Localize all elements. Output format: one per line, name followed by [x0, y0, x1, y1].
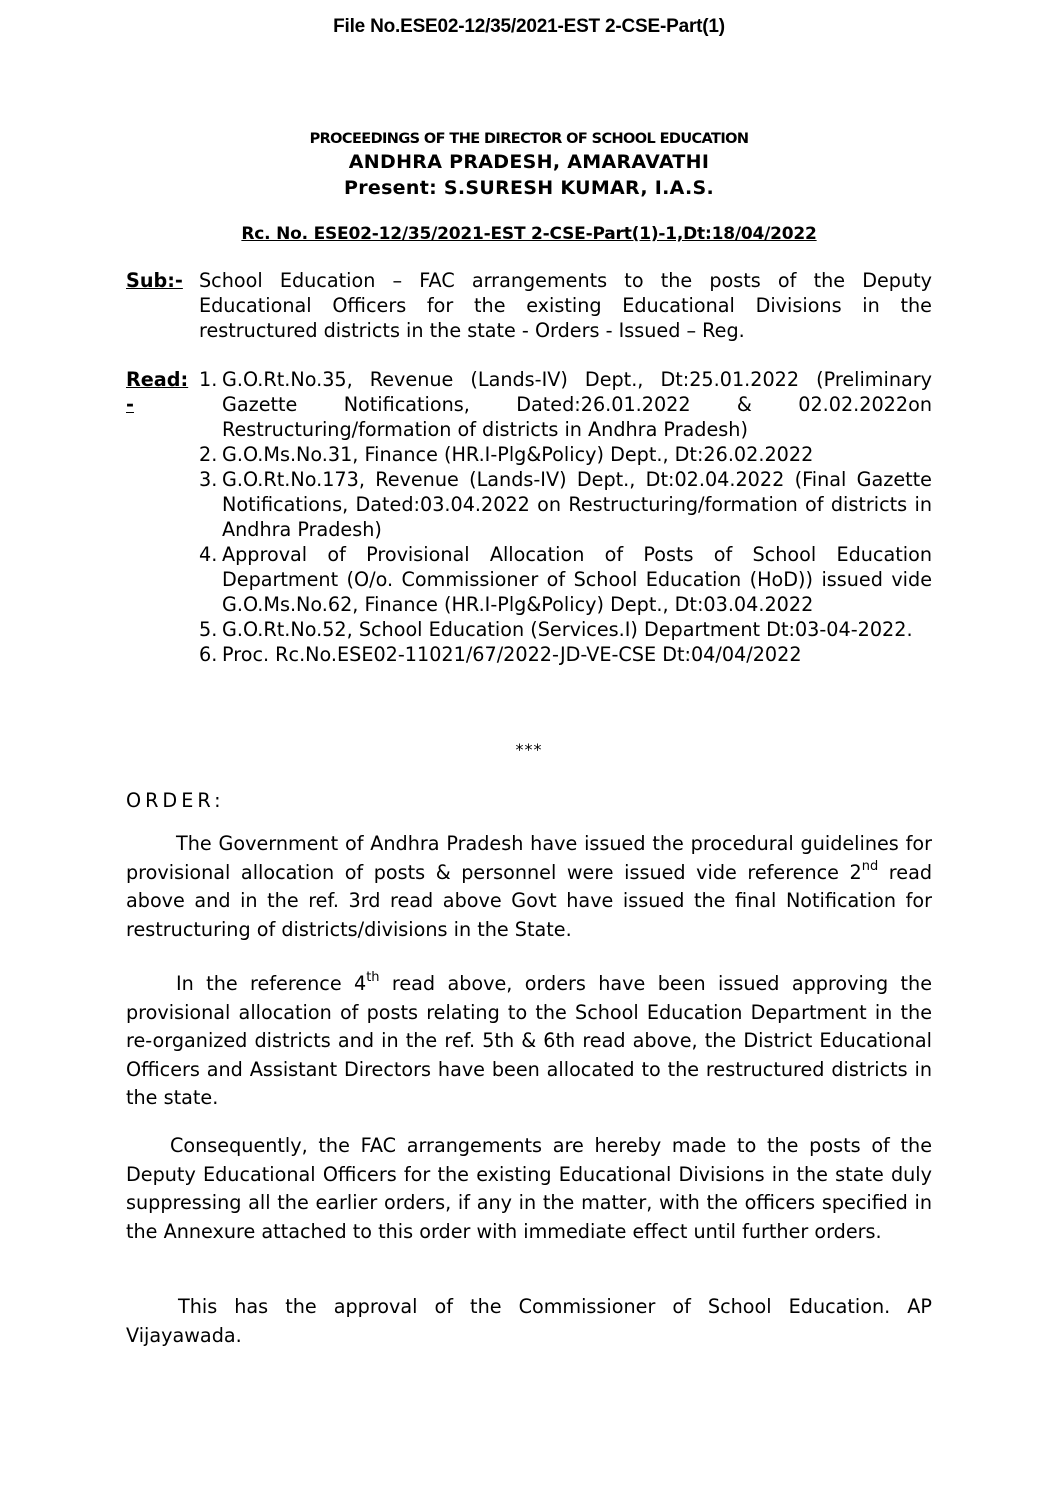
order-heading: ORDER: [126, 789, 225, 812]
read-reference-item [199, 467, 932, 542]
reference-text: G.O.Rt.No.35, Revenue (Lands-IV) Dept., Dt:25.01.2022 (Preliminary Gazette Notifications, Dated:26.01.2022 & 02.02.2022on Restructuring/formation of districts in Andhra Pradesh) [222, 368, 932, 441]
subject-label: Sub:- [126, 269, 183, 292]
proceedings-title: PROCEEDINGS OF THE DIRECTOR OF SCHOOL EDUCATION [309, 131, 749, 147]
ordinal-suffix: nd [861, 858, 879, 874]
paragraph-text: In the reference 4 [176, 972, 367, 995]
reference-number-label: 6. [199, 643, 218, 666]
read-label-suffix: - [126, 393, 134, 416]
paragraph-text: read above, orders have been issued approving the provisional allocation of posts relating to the School Education Department in the re-organized districts and in the ref. 5th & 6th read above, the District Educational Officers and Assistant Directors have been allocated to the restructured districts in the state. [126, 972, 933, 1109]
reference-number-label: 4. [199, 543, 218, 566]
read-reference-item [199, 642, 932, 667]
reference-text: G.O.Rt.No.173, Revenue (Lands-IV) Dept., Dt:02.04.2022 (Final Gazette Notifications, Dated:03.04.2022 on Restructuring/formation of districts in Andhra Pradesh) [222, 468, 932, 541]
paragraph-text: This has the approval of the Commissioner of School Education. AP Vijayawada. [126, 1295, 932, 1347]
file-number: File No.ESE02-12/35/2021-EST 2-CSE-Part(1) [333, 16, 725, 37]
paragraph-text: Consequently, the FAC arrangements are hereby made to the posts of the Deputy Educational Officers for the existing Educational Divisions in the state duly suppressing all the earlier orders, if any in the matter, with the officers specified in the Annexure attached to this order with immediate effect until further orders. [126, 1134, 932, 1243]
subject-text: School Education – FAC arrangements to the posts of the Deputy Educational Officers for the existing Educational Divisions in the restructured districts in the state - Orders - Issued – Reg. [199, 269, 932, 342]
state-location-title: ANDHRA PRADESH, AMARAVATHI [348, 151, 710, 173]
reference-text: Approval of Provisional Allocation of Posts of School Education Department (O/o. Commissioner of School Education (HoD)) issued vide G.O.Ms.No.62, Finance (HR.I-Plg&Policy) Dept., Dt:03.04.2022 [222, 543, 932, 616]
read-reference-item [199, 542, 932, 617]
order-paragraph-4 [126, 1293, 932, 1350]
section-separator: *** [515, 740, 543, 759]
read-reference-item [199, 367, 932, 442]
order-paragraph-3 [126, 1132, 932, 1246]
ordinal-suffix: th [366, 970, 380, 985]
reference-text: Proc. Rc.No.ESE02-11021/67/2022-JD-VE-CSE Dt:04/04/2022 [222, 643, 802, 666]
reference-number-label: 3. [199, 468, 218, 491]
reference-text: G.O.Rt.No.52, School Education (Services.I) Department Dt:03-04-2022. [222, 618, 913, 641]
reference-number: Rc. No. ESE02-12/35/2021-EST 2-CSE-Part(1)-1,Dt:18/04/2022 [241, 224, 817, 244]
read-reference-item [199, 617, 932, 642]
paragraph-text: read above and in the ref. 3rd read above Govt have issued the final Notification for restructuring of districts/divisions in the State. [126, 860, 933, 941]
read-label: Read: [126, 368, 189, 391]
read-references-list [199, 367, 932, 667]
paragraph-text: The Government of Andhra Pradesh have issued the procedural guidelines for provisional allocation of posts & personnel were issued vide reference 2 [126, 832, 932, 884]
order-paragraph-2 [126, 970, 932, 1113]
reference-number-label: 1. [199, 368, 218, 391]
reference-number-label: 2. [199, 443, 218, 466]
read-reference-item [199, 442, 932, 467]
order-paragraph-1 [126, 830, 932, 944]
present-officer: Present: S.SURESH KUMAR, I.A.S. [343, 177, 715, 199]
reference-text: G.O.Ms.No.31, Finance (HR.I-Plg&Policy) Dept., Dt:26.02.2022 [222, 443, 814, 466]
reference-number-label: 5. [199, 618, 218, 641]
